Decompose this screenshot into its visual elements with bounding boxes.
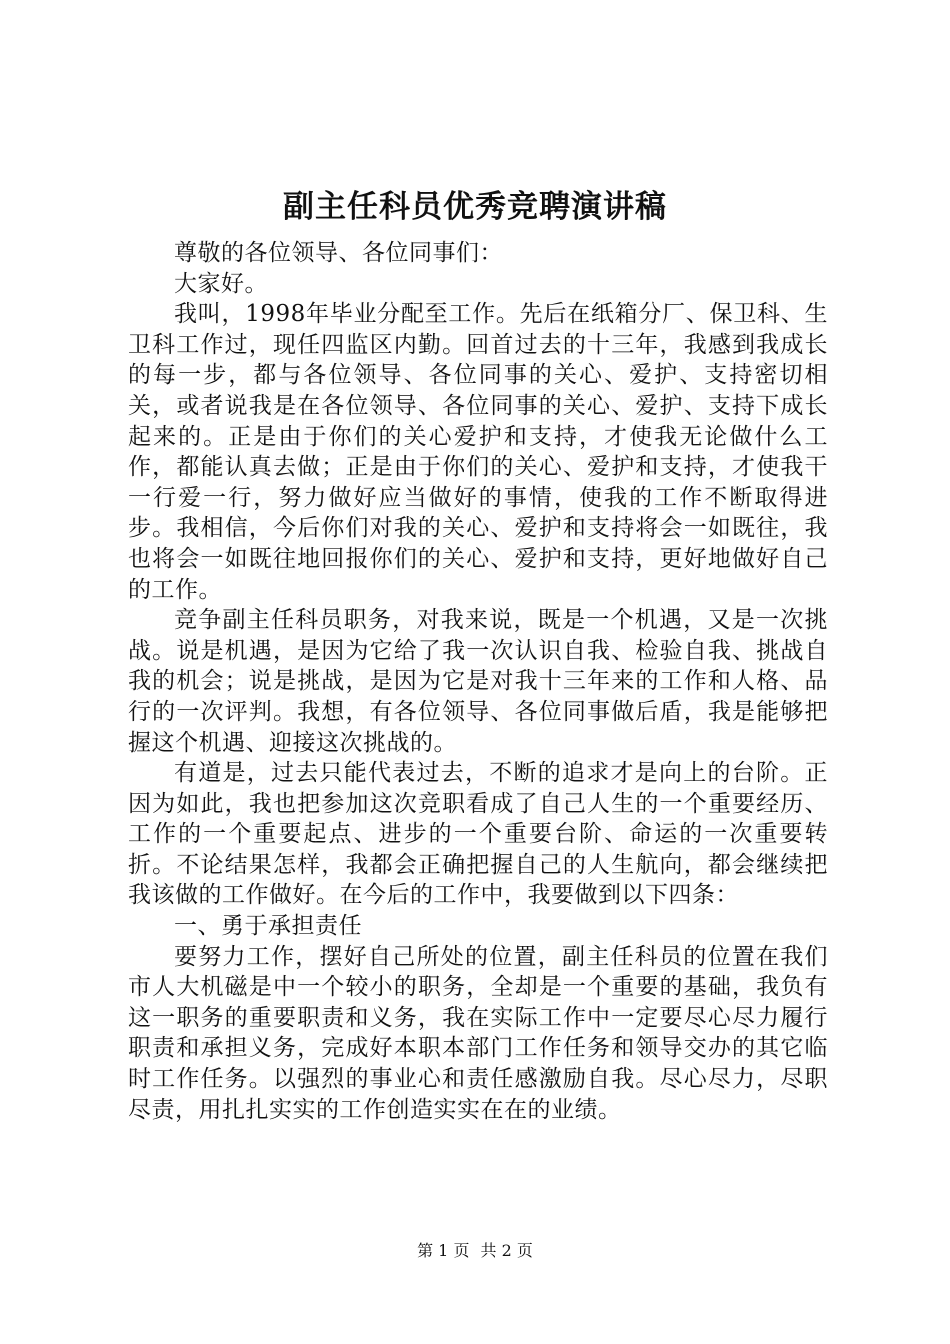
paragraph-introduction: 我叫，1998年毕业分配至工作。先后在纸箱分厂、保卫科、生卫科工作过，现任四监区内勤。回首过去的十三年，我感到我成长的每一步，都与各位领导、各位同事的关心、爱护、支持密切相关，或者说我是在各位领导、各位同事的关心、爱护、支持下成长起来的。正是由于你们的关心爱护和支持，才使我无论做什么工作，都能认真去做；正是由于你们的关心、爱护和支持，才使我干一行爱一行，努力做好应当做好的事情，使我的工作不断取得进步。我相信，今后你们对我的关心、爱护和支持将会一如既往，我也将会一如既往地回报你们的关心、爱护和支持，更好地做好自己的工作。 xyxy=(128,301,828,603)
paragraph-opportunity: 竞争副主任科员职务，对我来说，既是一个机遇，又是一次挑战。说是机遇，是因为它给了我一次认识自我、检验自我、挑战自我的机会；说是挑战，是因为它是对我十三年来的工作和人格、品行的一次评判。我想，有各位领导、各位同事做后盾，我是能够把握这个机遇、迎接这次挑战的。 xyxy=(128,607,828,756)
salutation: 尊敬的各位领导、各位同事们： xyxy=(174,240,503,266)
page-total: 共 2 页 xyxy=(480,1241,533,1260)
page-number: 第 1 页 xyxy=(417,1241,470,1260)
document-title: 副主任科员优秀竞聘演讲稿 xyxy=(283,189,667,225)
page-footer xyxy=(0,1240,950,1262)
paragraph-responsibility: 要努力工作，摆好自己所处的位置，副主任科员的位置在我们市人大机磁是中一个较小的职务，全却是一个重要的基础，我负有这一职务的重要职责和义务，我在实际工作中一定要尽心尽力履行职责和承担义务，完成好本职本部门工作任务和领导交办的其它临时工作任务。以强烈的事业心和责任感激励自我。尽心尽力，尽职尽责，用扎扎实实的工作创造实实在在的业绩。 xyxy=(128,943,828,1123)
document-body xyxy=(128,238,828,1125)
paragraph-commitment: 有道是，过去只能代表过去，不断的追求才是向上的台阶。正因为如此，我也把参加这次竞职看成了自己人生的一个重要经历、工作的一个重要起点、进步的一个重要台阶、命运的一次重要转折。不论结果怎样，我都会正确把握自己的人生航向，都会继续把我该做的工作做好。在今后的工作中，我要做到以下四条： xyxy=(128,760,828,909)
section-heading-responsibility: 一、勇于承担责任 xyxy=(174,913,362,940)
greeting: 大家好。 xyxy=(174,270,268,297)
